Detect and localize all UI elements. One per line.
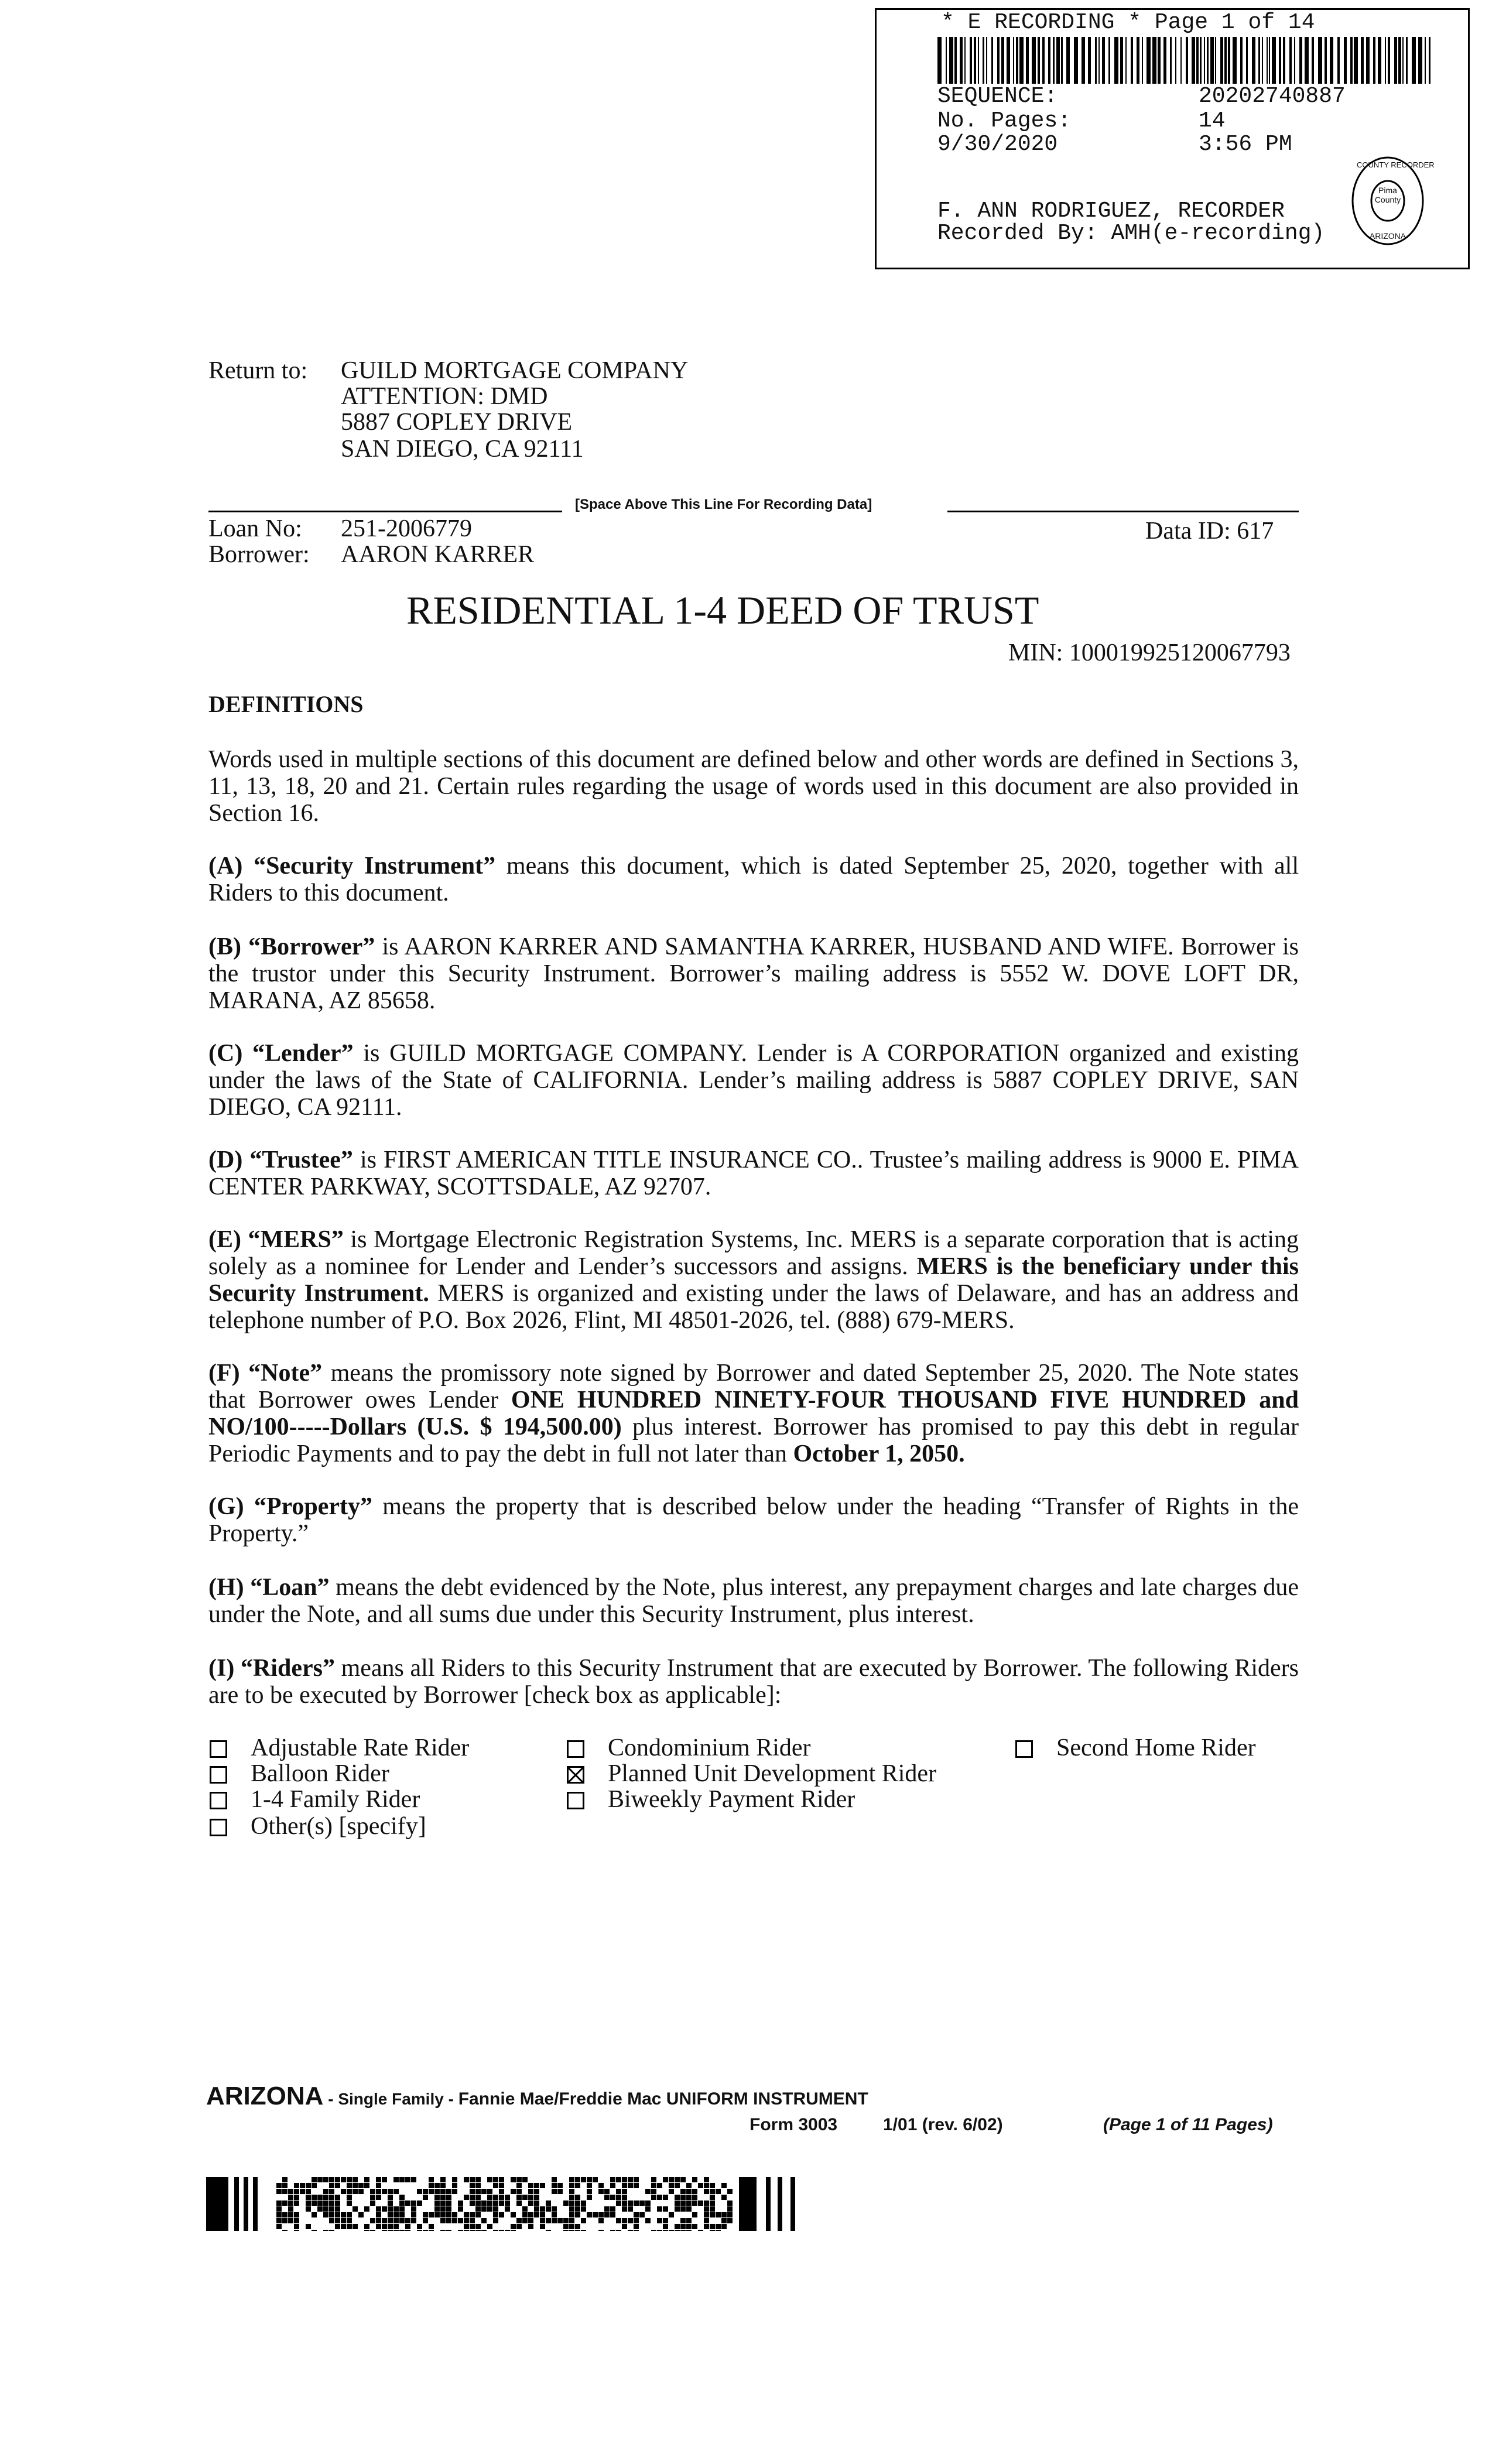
family-rider-checkbox[interactable] — [210, 1792, 227, 1809]
footer-page: (Page 1 of 11 Pages) — [1103, 2115, 1273, 2134]
adjustable-rate-rider-checkbox[interactable] — [210, 1740, 227, 1758]
stamp-header: * E RECORDING * Page 1 of 14 — [941, 10, 1315, 35]
definitions-heading: DEFINITIONS — [208, 691, 364, 717]
biweekly-rider-checkbox[interactable] — [567, 1792, 584, 1809]
second-home-rider-label: Second Home Rider — [1056, 1734, 1256, 1761]
definition-f-bold-2: October 1, 2050. — [793, 1440, 965, 1467]
definition-b-text: is AARON KARRER AND SAMANTHA KARRER, HUSBAND AND WIFE. Borrower is the trustor under this Security Instrument. Borrower’s mailing address is 5552 W. DOVE LOFT DR, MARANA, AZ 85658. — [208, 933, 1299, 1014]
recording-stamp — [875, 8, 1470, 269]
return-to-line-3: 5887 COPLEY DRIVE — [341, 409, 573, 436]
return-to-line-4: SAN DIEGO, CA 92111 — [341, 436, 584, 463]
record-date: 9/30/2020 — [937, 132, 1058, 157]
recording-rule-right — [947, 511, 1299, 512]
loan-no: 251-2006779 — [341, 515, 472, 542]
definition-f-term: (F) “Note” — [208, 1360, 323, 1387]
definition-a-text: means this document, which is dated September 25, 2020, together with all Riders to this document. — [208, 853, 1299, 906]
definition-e-text-2: MERS is organized and existing under the laws of Delaware, and has an address and telephone number of P.O. Box 2026, Flint, MI 48501-2026, tel. (888) 679-MERS. — [208, 1280, 1299, 1334]
definition-d-text: is FIRST AMERICAN TITLE INSURANCE CO.. Trustee’s mailing address is 9000 E. PIMA CENTER PARKWAY, SCOTTSDALE, AZ 92707. — [208, 1147, 1299, 1200]
footer-desc-2: Fannie Mae/Freddie Mac UNIFORM INSTRUMENT — [458, 2089, 868, 2109]
condominium-rider-label: Condominium Rider — [608, 1734, 811, 1761]
definition-b — [208, 933, 1299, 1014]
definition-a-term: (A) “Security Instrument” — [208, 853, 496, 879]
pages-value: 14 — [1199, 108, 1226, 134]
record-time: 3:56 PM — [1199, 132, 1292, 157]
seal-top-text: COUNTY RECORDER — [1357, 160, 1435, 169]
biweekly-rider-label: Biweekly Payment Rider — [608, 1786, 855, 1813]
document-barcode-icon — [206, 2177, 799, 2231]
sequence-label: SEQUENCE: — [937, 84, 1058, 109]
borrower-label: Borrower: — [208, 541, 310, 568]
condominium-rider-checkbox[interactable] — [567, 1740, 584, 1758]
return-to-label: Return to: — [208, 357, 308, 384]
definition-c-text: is GUILD MORTGAGE COMPANY. Lender is A CORPORATION organized and existing under the laws of the State of CALIFORNIA. Lender’s mailing address is 5887 COPLEY DRIVE, SAN DIEGO, CA 92111. — [208, 1040, 1299, 1121]
definition-h-text: means the debt evidenced by the Note, plus interest, any prepayment charges and late charges due under the Note, and all sums due under this Security Instrument, plus interest. — [208, 1574, 1299, 1628]
other-rider-checkbox[interactable] — [210, 1819, 227, 1836]
pud-rider-label: Planned Unit Development Rider — [608, 1760, 937, 1787]
family-rider-label: 1-4 Family Rider — [251, 1786, 420, 1813]
balloon-rider-checkbox[interactable] — [210, 1766, 227, 1784]
second-home-rider-checkbox[interactable] — [1015, 1740, 1033, 1758]
definition-i — [208, 1655, 1299, 1709]
definition-a — [208, 853, 1299, 906]
definition-b-term: (B) “Borrower” — [208, 933, 375, 960]
seal-center-text: Pima County — [1374, 186, 1401, 204]
document-title: RESIDENTIAL 1-4 DEED OF TRUST — [406, 588, 1039, 632]
definition-d-term: (D) “Trustee” — [208, 1147, 353, 1173]
recorder-name: F. ANN RODRIGUEZ, RECORDER — [937, 199, 1285, 224]
definition-d — [208, 1147, 1299, 1200]
definition-i-text: means all Riders to this Security Instrument that are executed by Borrower. The following Riders are to be executed by Borrower [check box as applicable]: — [208, 1655, 1299, 1709]
definitions-intro: Words used in multiple sections of this document are defined below and other words are defined in Sections 3, 11, 13, 18, 20 and 21. Certain rules regarding the usage of words used in this document are also provided in Section 16. — [208, 746, 1299, 827]
stamp-barcode-icon — [937, 37, 1434, 84]
definition-i-term: (I) “Riders” — [208, 1655, 335, 1682]
definition-e-term: (E) “MERS” — [208, 1226, 344, 1253]
footer-instrument-line — [206, 2082, 868, 2113]
definition-f-text-1: means the promissory note signed by Borrower and dated September 25, 2020. The Note states that Borrower owes Lender — [208, 1360, 1299, 1414]
definition-e-text-1: is Mortgage Electronic Registration Systems, Inc. MERS is a separate corporation that is acting solely as a nominee for Lender and Lender’s successors and assigns. — [208, 1226, 1299, 1280]
definition-f-bold-1: ONE HUNDRED NINETY-FOUR THOUSAND FIVE HUNDRED and NO/100-----Dollars (U.S. $ 194,500.00) — [208, 1387, 1299, 1440]
adjustable-rate-rider-label: Adjustable Rate Rider — [251, 1734, 470, 1761]
return-to-line-1: GUILD MORTGAGE COMPANY — [341, 357, 689, 384]
other-rider-label: Other(s) [specify] — [251, 1813, 426, 1840]
definition-g-term: (G) “Property” — [208, 1493, 373, 1520]
seal-bottom-text: ARIZONA — [1369, 231, 1406, 241]
definition-f-text-2: plus interest. Borrower has promised to pay this debt in regular Periodic Payments and to pay the debt in full not later than — [208, 1414, 1299, 1467]
min-number: MIN: 100019925120067793 — [1008, 639, 1291, 666]
definition-g-text: means the property that is described below under the heading “Transfer of Rights in the Property.” — [208, 1493, 1299, 1547]
definition-g — [208, 1493, 1299, 1547]
footer-version: 1/01 (rev. 6/02) — [883, 2115, 1003, 2134]
pages-label: No. Pages: — [937, 108, 1072, 134]
definition-h — [208, 1574, 1299, 1628]
definition-c-term: (C) “Lender” — [208, 1040, 354, 1067]
data-id: Data ID: 617 — [1145, 518, 1274, 545]
definition-f — [208, 1360, 1299, 1467]
definition-c — [208, 1040, 1299, 1121]
sequence-value: 20202740887 — [1199, 84, 1346, 109]
return-to-line-2: ATTENTION: DMD — [341, 383, 548, 410]
footer-form: Form 3003 — [750, 2115, 838, 2134]
footer-desc-1: - Single Family - — [323, 2090, 458, 2108]
balloon-rider-label: Balloon Rider — [251, 1760, 389, 1787]
borrower-name: AARON KARRER — [341, 541, 535, 568]
footer-state: ARIZONA — [206, 2082, 324, 2110]
definition-e-bold: MERS is the beneficiary under this Security Instrument. — [208, 1253, 1299, 1307]
definition-e — [208, 1226, 1299, 1334]
recording-rule-left — [208, 511, 562, 512]
definition-h-term: (H) “Loan” — [208, 1574, 330, 1601]
pud-rider-checkbox[interactable] — [567, 1766, 584, 1784]
recording-line-text: [Space Above This Line For Recording Data] — [575, 497, 872, 512]
loan-no-label: Loan No: — [208, 515, 302, 542]
recorded-by: Recorded By: AMH(e-recording) — [937, 221, 1325, 246]
